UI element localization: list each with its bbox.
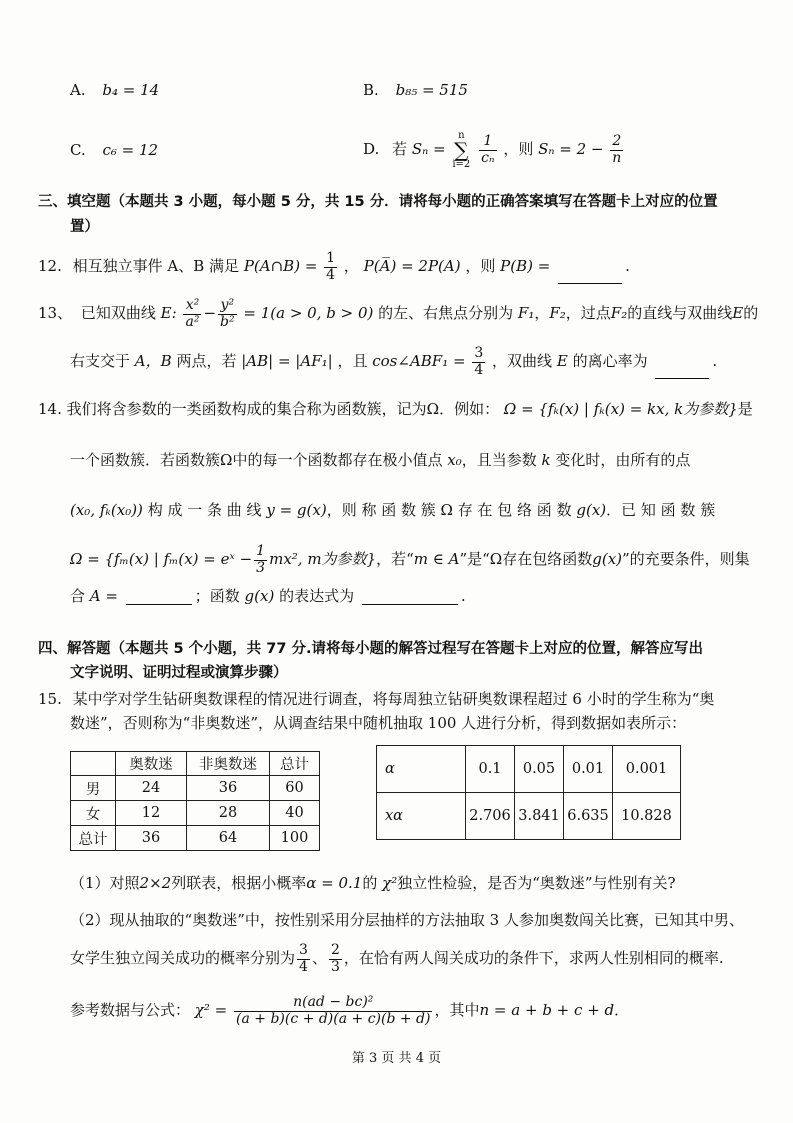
q13-cos-frac	[472, 346, 485, 378]
q12-frac-num: 1	[326, 250, 336, 267]
table-cell: 100	[270, 826, 320, 851]
table-cell: 64	[187, 826, 270, 851]
sigma-symbol	[452, 130, 470, 170]
q13-y2: y²	[218, 298, 237, 314]
q14-k: k	[541, 451, 551, 469]
option-c	[70, 141, 158, 159]
q13-minus: −	[203, 304, 217, 322]
q13-E2: E	[732, 304, 744, 322]
q13-F2b: F₂	[610, 304, 628, 322]
q15-part2-line1: （2）现从抽取的“奥数迷”中，按性别采用分层抽样的方法抽取 3 人参加奥数闯关比赛，已知其中男、	[70, 911, 744, 929]
option-d-prefix: 若	[392, 140, 408, 158]
question-12	[38, 245, 630, 287]
question-15	[38, 688, 714, 709]
option-d-rhs-num: 2	[610, 134, 623, 150]
q13-line2	[70, 340, 717, 382]
option-d	[363, 130, 625, 170]
q13-text1: 已知双曲线	[80, 304, 156, 322]
q15-ref-den: (a + b)(c + d)(a + c)(b + d)	[236, 1010, 431, 1027]
section3-title: 三、填空题（本题共 3 小题，每小题 5 分，共 15 分．请将每小题的正确答案填写在答题卡上对应的位置	[38, 194, 718, 210]
q15-reference	[70, 986, 629, 1034]
q13-l2b: 两点，若	[176, 352, 237, 370]
q12-expr3: P(B) =	[500, 257, 551, 275]
option-d-frac-num: 1	[479, 134, 497, 150]
q13-cos: cos∠ABF₁ =	[372, 352, 466, 370]
table-cell: 24	[116, 776, 187, 801]
q14-l3f: ．已 知 函 数 簇	[606, 501, 716, 519]
table-cell: 男	[71, 776, 116, 801]
option-d-fraction	[479, 134, 497, 166]
option-d-frac-den: cₙ	[481, 149, 495, 166]
q15-p2sep: 、	[311, 949, 327, 967]
table-cell: 0.001	[613, 746, 681, 793]
q15-ref-label: 参考数据与公式：	[70, 1001, 191, 1019]
q14-l4d: ，若“	[376, 550, 414, 568]
table-cell: 12	[116, 801, 187, 826]
q15-p1e: 的	[362, 874, 378, 892]
question-13	[38, 292, 758, 334]
q15-ref-end: ．	[614, 1001, 630, 1019]
q14-l3c: y = g(x)	[266, 501, 327, 519]
q14-l4g: ”是“Ω存在包络函数	[459, 550, 593, 568]
q12-frac-den: 4	[326, 266, 336, 283]
q13-abs: |AB| = |AF₁|	[241, 352, 333, 370]
critical-value-table	[376, 745, 681, 840]
table-cell: 总计	[71, 826, 116, 851]
option-d-sum-lhs: Sₙ =	[411, 140, 446, 158]
q12-expr2: P(A̅) = 2P(A)	[363, 257, 461, 275]
table-cell: 60	[270, 776, 320, 801]
option-d-letter: D.	[363, 140, 380, 158]
option-a	[70, 81, 159, 99]
q14-l5d: g(x)	[244, 587, 275, 605]
table-cell: 36	[116, 826, 187, 851]
q14-frac-den: 3	[256, 559, 266, 576]
table-cell: 40	[270, 801, 320, 826]
table-row	[377, 793, 681, 840]
table-cell: 28	[187, 801, 270, 826]
q12-number: 12.	[38, 257, 62, 275]
table-cell: 女	[71, 801, 116, 826]
q12-expr1: P(A∩B) =	[243, 257, 318, 275]
table-cell: 36	[187, 776, 270, 801]
contingency-header-cell: 奥数迷	[116, 752, 187, 776]
q12-fraction	[324, 251, 337, 283]
q13-text5: 的	[743, 304, 759, 322]
q14-x0: x₀	[447, 451, 462, 469]
q15-p1b: 2×2	[139, 874, 172, 892]
q14-line4	[70, 538, 750, 580]
table-row	[71, 826, 320, 851]
q15-frac1-den: 4	[299, 958, 308, 975]
q14-l2a: 一个函数簇．若函数簇Ω中的每一个函数都存在极小值点	[70, 451, 443, 469]
q13-eq: = 1(a > 0, b > 0)	[243, 304, 374, 322]
q13-frac-x	[183, 298, 201, 330]
sigma-bottom: i=2	[452, 159, 471, 170]
option-d-rhs-fraction	[610, 134, 623, 166]
q13-text4: 的直线与双曲线	[627, 304, 733, 322]
q15-p1f: χ²	[382, 874, 398, 892]
q14-l5a: 合	[70, 587, 86, 605]
q15-frac2	[329, 943, 342, 975]
q14-l3a: (x₀, fₖ(x₀))	[70, 501, 143, 519]
q13-text3: ，过点	[565, 304, 611, 322]
q14-number: 14.	[38, 400, 62, 418]
q14-l3b: 构 成 一 条 曲 线	[147, 501, 262, 519]
q14-l2c: 变化时，由所有的点	[555, 451, 691, 469]
q14-l5e: 的表达式为	[279, 587, 355, 605]
q12-answer-blank[interactable]	[558, 282, 622, 284]
q14-frac-num: 1	[256, 543, 266, 560]
q13-l2e: 的离心率为	[572, 352, 648, 370]
q15-p2a: 女学生独立闯关成功的概率分别为	[70, 949, 296, 967]
page-footer: 第 3 页 共 4 页	[351, 1051, 442, 1066]
table-cell: 0.1	[466, 746, 515, 793]
q13-number: 13、	[38, 304, 73, 322]
q14-l1a: 我们将含参数的一类函数构成的集合称为函数簇，记为Ω．例如：	[66, 400, 500, 418]
q13-frac-y	[218, 298, 237, 330]
q14-l4a: Ω =	[70, 550, 100, 568]
q15-frac1-num: 3	[299, 942, 308, 959]
q13-F1: F₁	[517, 304, 535, 322]
q14-line5	[70, 584, 466, 608]
table-row	[71, 776, 320, 801]
table-cell: 3.841	[515, 793, 564, 840]
q13-comma: ，	[534, 304, 550, 322]
option-d-mid: ，则	[503, 140, 534, 158]
q15-ref-c: n = a + b + c + d	[479, 1001, 615, 1019]
table-cell: 2.706	[466, 793, 515, 840]
q15-p1g: 独立性检验，是否为“奥数迷”与性别有关?	[397, 874, 676, 892]
section4-title-line2: 文字说明、证明过程或演算步骤）	[70, 665, 288, 681]
q14-l4i: ”的充要条件，则集	[622, 550, 750, 568]
section4-title: 四、解答题（本题共 5 个小题，共 77 分.请将每小题的解答过程写在答题卡上对应的位置，解答应写出	[38, 641, 703, 657]
q13-l2c: ，且	[337, 352, 368, 370]
option-d-rhs-den: n	[612, 149, 622, 166]
q13-a2: a²	[185, 313, 200, 330]
q13-E: E:	[160, 304, 177, 322]
q12-text2: ，	[343, 257, 359, 275]
q15-p1c: 列联表，根据小概率	[171, 874, 307, 892]
table-cell: xα	[377, 793, 466, 840]
q13-cos-num: 3	[474, 345, 484, 362]
q14-frac	[254, 544, 267, 576]
q15-frac1	[297, 943, 310, 975]
q15-p2b: ，在恰有两人闯关成功的条件下，求两人性别相同的概率.	[343, 949, 724, 967]
contingency-header-cell: 总计	[270, 752, 320, 776]
q13-E3: E	[556, 352, 568, 370]
table-row	[377, 746, 681, 793]
option-a-letter: A.	[70, 81, 86, 99]
table-cell: 0.01	[564, 746, 613, 793]
q14-l1c: 是	[737, 400, 753, 418]
q15-line2: 数迷”，否则称为“非奥数迷”，从调查结果中随机抽取 100 人进行分析，得到数据如表所示：	[70, 714, 687, 732]
q15-ref-chi: χ² =	[194, 1001, 228, 1019]
q14-l4e: m ∈ A	[413, 550, 460, 568]
q14-line3	[70, 498, 715, 522]
table-cell: 0.05	[515, 746, 564, 793]
q14-answer-blank-2[interactable]	[362, 603, 458, 605]
q13-l2d: ，双曲线	[492, 352, 553, 370]
option-b	[363, 81, 468, 99]
q14-l4h: g(x)	[592, 550, 623, 568]
q15-line1: 某中学对学生钻研奥数课程的情况进行调查，将每周独立钻研奥数课程超过 6 小时的学生称为“奥	[72, 690, 715, 708]
contingency-header-cell	[71, 752, 116, 776]
q14-l2b: ，且当参数	[461, 451, 537, 469]
q15-part2-line2	[70, 937, 724, 979]
q12-end: .	[625, 257, 630, 275]
q15-number: 15.	[38, 690, 62, 708]
q14-answer-blank-1[interactable]	[126, 603, 192, 605]
sigma-top: n	[458, 130, 465, 141]
option-c-text: c₆ = 12	[102, 141, 159, 159]
table-row	[71, 801, 320, 826]
q14-l5b: A =	[89, 587, 118, 605]
question-14	[38, 397, 753, 421]
option-a-text: b₄ = 14	[102, 81, 160, 99]
q15-ref-num: n(ad − bc)²	[234, 995, 432, 1011]
q14-l5c: ；函数	[194, 587, 240, 605]
contingency-header-cell: 非奥数迷	[187, 752, 270, 776]
q15-frac2-num: 2	[330, 942, 340, 959]
q15-frac2-den: 3	[330, 958, 340, 975]
table-cell: α	[377, 746, 466, 793]
q14-line2	[70, 448, 690, 472]
option-b-text: b₈₅ = 515	[395, 81, 468, 99]
q12-text1: 相互独立事件 A、B 满足	[72, 257, 240, 275]
q13-b2: b²	[220, 313, 235, 330]
q15-ref-b: ，其中	[434, 1001, 480, 1019]
q14-l4b: {fₘ(x) | fₘ(x) = eˣ −	[104, 550, 253, 568]
q15-p1a: （1）对照	[70, 874, 140, 892]
q15-p1d: α = 0.1	[306, 874, 363, 892]
contingency-header-row	[71, 752, 320, 776]
q14-l3d: ，则 称 函 数 簇 Ω 存 在 包 络 函 数	[326, 501, 572, 519]
q14-l3e: g(x)	[576, 501, 607, 519]
sigma-glyph: ∑	[454, 138, 469, 162]
contingency-table	[70, 751, 320, 851]
q13-text2: 的左、右焦点分别为	[378, 304, 514, 322]
table-cell: 6.635	[564, 793, 613, 840]
q13-l2a: 右支交于	[70, 352, 131, 370]
section3-title-line2: 置）	[70, 219, 99, 235]
q13-answer-blank[interactable]	[655, 377, 709, 379]
q14-l1b: Ω = {fₖ(x) | fₖ(x) = kx, k为参数}	[503, 400, 738, 418]
option-b-letter: B.	[363, 81, 379, 99]
q13-cos-den: 4	[474, 361, 484, 378]
q13-F2: F₂	[549, 304, 566, 322]
q12-text3: ，则	[465, 257, 496, 275]
q14-l4c: mx², m为参数}	[269, 550, 377, 568]
option-c-letter: C.	[70, 141, 86, 159]
q15-part1	[70, 872, 676, 893]
table-cell: 10.828	[613, 793, 681, 840]
option-d-rhs-lhs: Sₙ = 2 −	[538, 140, 604, 158]
q13-AB: A，B	[134, 352, 172, 370]
q13-x2: x²	[183, 298, 201, 314]
q14-end: .	[460, 587, 466, 605]
q13-end: .	[712, 352, 718, 370]
q15-ref-fraction	[234, 995, 432, 1027]
